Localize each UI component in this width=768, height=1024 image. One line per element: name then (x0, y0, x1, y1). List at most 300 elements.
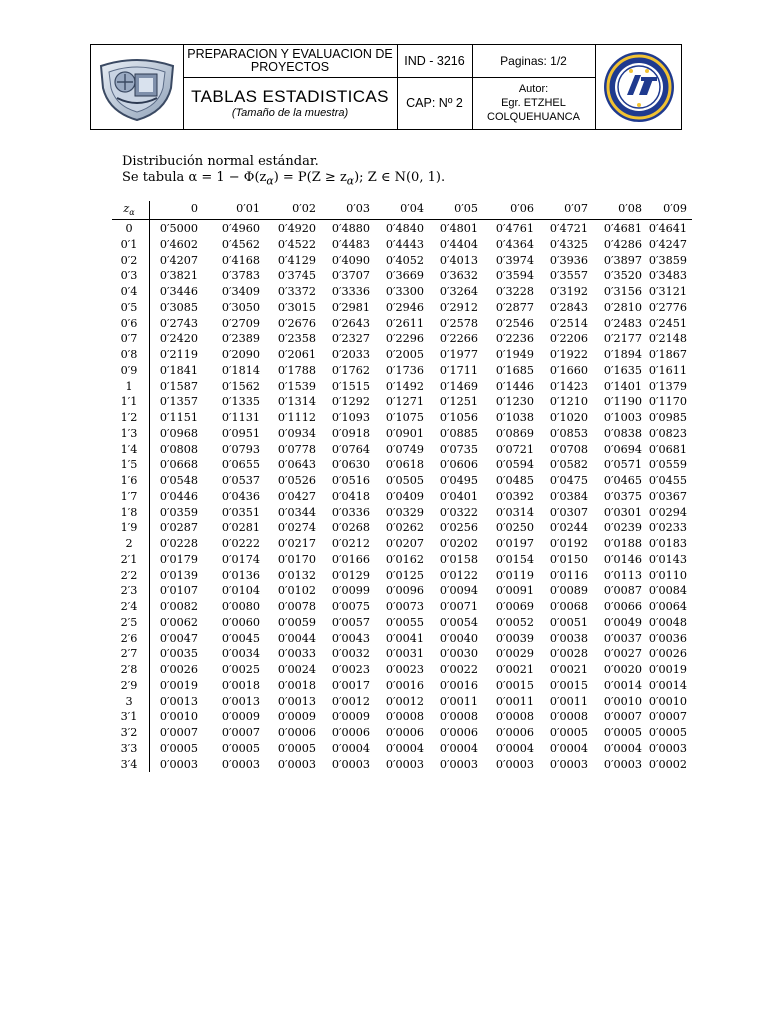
formula-part: ); Z ∈ N(0, 1). (354, 170, 446, 185)
table-cell: 0′0003 (277, 757, 316, 771)
table-cell: 0′0040 (439, 631, 478, 645)
table-cell: 0′0132 (277, 568, 316, 582)
document-title-note: (Tamaño de la muestra) (231, 106, 349, 119)
table-cell: 0′0071 (439, 600, 478, 613)
author-name: Egr. ETZHEL COLQUEHUANCA (487, 97, 580, 123)
table-description (122, 154, 445, 190)
table-cell: 0′0018 (277, 678, 316, 692)
table-cell: 0′3594 (495, 269, 534, 283)
table-cell: 0′1446 (495, 379, 534, 393)
table-cell: 0′0643 (277, 458, 316, 472)
table-cell: 0′0009 (277, 710, 316, 724)
table-cell: 0′0003 (331, 757, 370, 771)
table-cell: 0′0003 (439, 757, 478, 771)
table-cell: 0′1635 (603, 363, 642, 377)
table-cell: 0′0102 (277, 584, 316, 598)
table-cell: 0′1335 (221, 395, 260, 409)
z-value: 0′2 (120, 253, 138, 267)
table-cell: 0′0099 (331, 584, 370, 598)
table-cell: 0′0129 (331, 568, 370, 582)
table-cell: 0′4168 (221, 253, 260, 267)
table-cell: 0′1492 (385, 379, 424, 393)
column-header: 0′04 (400, 202, 424, 215)
table-cell: 0′0064 (648, 600, 687, 613)
table-cell: 0′0015 (549, 678, 588, 692)
table-cell: 0′0505 (385, 474, 424, 487)
table-cell: 0′0526 (277, 474, 316, 487)
table-cell: 0′3632 (439, 269, 478, 283)
table-cell: 0′0094 (439, 584, 478, 598)
table-cell: 0′0003 (549, 757, 588, 771)
z-value: 3′2 (120, 726, 138, 739)
table-cell: 0′0008 (439, 710, 478, 724)
table-cell: 0′1131 (221, 411, 260, 424)
description-line-2 (122, 170, 445, 190)
table-cell: 0′3821 (159, 269, 198, 283)
table-cell: 0′0618 (385, 458, 424, 472)
table-cell: 0′1314 (277, 395, 316, 409)
table-cell: 0′0059 (277, 615, 316, 629)
table-cell: 0′0179 (159, 552, 198, 566)
table-cell: 0′0048 (648, 615, 687, 629)
table-cell: 0′4522 (277, 237, 316, 251)
table-cell: 0′1357 (159, 395, 198, 409)
table-cell: 0′0004 (603, 741, 642, 755)
z-value: 0′7 (120, 332, 138, 346)
table-cell: 0′3409 (221, 285, 260, 298)
table-cell: 0′1611 (648, 363, 687, 377)
column-header: 0′05 (454, 202, 478, 215)
table-cell: 0′4443 (385, 237, 424, 251)
table-cell: 0′2327 (331, 332, 370, 346)
table-cell: 0′0004 (439, 741, 478, 755)
formula-subscript: α (266, 174, 274, 188)
table-cell: 0′3336 (331, 285, 370, 298)
table-cell: 0′3085 (159, 300, 198, 314)
table-cell: 0′0007 (603, 710, 642, 724)
z-value: 1′5 (120, 458, 138, 472)
table-cell: 0′0051 (549, 615, 588, 629)
table-cell: 0′0110 (648, 568, 687, 582)
table-cell: 0′0015 (495, 678, 534, 692)
table-cell: 0′0116 (549, 568, 588, 582)
table-cell: 0′0013 (221, 694, 260, 708)
faculty-logo (91, 45, 183, 129)
table-cell: 0′0011 (495, 694, 534, 708)
table-cell: 0′0985 (648, 411, 687, 424)
table-cell: 0′0250 (495, 521, 534, 535)
description-line-1: Distribución normal estándar. (122, 154, 319, 169)
table-cell: 0′0023 (385, 663, 424, 676)
table-cell: 0′0010 (159, 710, 198, 724)
table-cell: 0′0057 (331, 615, 370, 629)
table-cell: 0′3372 (277, 285, 316, 298)
table-cell: 0′3264 (439, 285, 478, 298)
table-cell: 0′1867 (648, 348, 687, 361)
table-cell: 0′0075 (331, 600, 370, 613)
table-cell: 0′0154 (495, 552, 534, 566)
table-cell: 0′0009 (221, 710, 260, 724)
table-cell: 0′0146 (603, 552, 642, 566)
table-cell: 0′0025 (221, 663, 260, 676)
z-value: 1′9 (120, 521, 138, 535)
table-cell: 0′2877 (495, 300, 534, 314)
table-cell: 0′1170 (648, 395, 687, 409)
table-cell: 0′1762 (331, 363, 370, 377)
table-cell: 0′1003 (603, 411, 642, 424)
z-value: 0′6 (120, 316, 138, 330)
table-cell: 0′0212 (331, 537, 370, 550)
table-cell: 0′0359 (159, 505, 198, 519)
table-cell: 0′0039 (495, 631, 534, 645)
table-cell: 0′2090 (221, 348, 260, 361)
table-cell: 0′0367 (648, 489, 687, 503)
table-cell: 0′0091 (495, 584, 534, 598)
column-header: 0 (190, 202, 198, 215)
table-cell: 0′0446 (159, 489, 198, 503)
table-cell: 0′5000 (159, 222, 198, 235)
table-cell: 0′0207 (385, 537, 424, 550)
table-cell: 0′2420 (159, 332, 198, 346)
table-cell: 0′0104 (221, 584, 260, 598)
table-cell: 0′2206 (549, 332, 588, 346)
z-value: 2′9 (120, 678, 138, 692)
table-cell: 0′0096 (385, 584, 424, 598)
table-cell: 0′4364 (495, 237, 534, 251)
table-cell: 0′2005 (385, 348, 424, 361)
column-header: 0′02 (292, 202, 316, 215)
table-cell: 0′0708 (549, 442, 588, 456)
table-cell: 0′2743 (159, 316, 198, 330)
table-cell: 0′1515 (331, 379, 370, 393)
table-cell: 0′2119 (159, 348, 198, 361)
table-cell: 0′0004 (549, 741, 588, 755)
table-cell: 0′3446 (159, 285, 198, 298)
table-cell: 0′1230 (495, 395, 534, 409)
table-cell: 0′2810 (603, 300, 642, 314)
table-cell: 0′0084 (648, 584, 687, 598)
table-cell: 0′0384 (549, 489, 588, 503)
table-cell: 0′0351 (221, 505, 260, 519)
table-cell: 0′3300 (385, 285, 424, 298)
table-cell: 0′4880 (331, 222, 370, 235)
table-cell: 0′0035 (159, 647, 198, 661)
table-cell: 0′3936 (549, 253, 588, 267)
table-cell: 0′1271 (385, 395, 424, 409)
table-cell: 0′0010 (648, 694, 687, 708)
table-cell: 0′0268 (331, 521, 370, 535)
table-cell: 0′0401 (439, 489, 478, 503)
table-cell: 0′2148 (648, 332, 687, 346)
table-cell: 0′0516 (331, 474, 370, 487)
z-value: 1′1 (120, 395, 138, 409)
table-cell: 0′0013 (277, 694, 316, 708)
table-cell: 0′0262 (385, 521, 424, 535)
table-cell: 0′0571 (603, 458, 642, 472)
table-cell: 0′2578 (439, 316, 478, 330)
z-value: 2′3 (120, 584, 138, 598)
table-cell: 0′0003 (495, 757, 534, 771)
table-cell: 0′0222 (221, 537, 260, 550)
z-value: 0 (125, 222, 133, 235)
table-cell: 0′0228 (159, 537, 198, 550)
table-cell: 0′0778 (277, 442, 316, 456)
table-cell: 0′0244 (549, 521, 588, 535)
z-value: 0′3 (120, 269, 138, 283)
table-cell: 0′0005 (221, 741, 260, 755)
table-cell: 0′3015 (277, 300, 316, 314)
table-cell: 0′0055 (385, 615, 424, 629)
table-cell: 0′0606 (439, 458, 478, 472)
table-cell: 0′2451 (648, 316, 687, 330)
table-cell: 0′0119 (495, 568, 534, 582)
z-value: 0′1 (120, 237, 138, 251)
table-cell: 0′0016 (385, 678, 424, 692)
z-value: 3 (125, 694, 133, 708)
z-value: 1′4 (120, 442, 138, 456)
table-cell: 0′0143 (648, 552, 687, 566)
table-cell: 0′4920 (277, 222, 316, 235)
table-cell: 0′4483 (331, 237, 370, 251)
table-cell: 0′0060 (221, 615, 260, 629)
table-cell: 0′0019 (159, 678, 198, 692)
chapter-number: CAP: Nº 2 (406, 96, 463, 110)
formula-part: Se tabula α = 1 − Φ(z (122, 170, 267, 185)
table-cell: 0′0041 (385, 631, 424, 645)
table-cell: 0′0901 (385, 426, 424, 440)
table-cell: 0′0166 (331, 552, 370, 566)
table-cell: 0′0009 (331, 710, 370, 724)
table-cell: 0′0032 (331, 647, 370, 661)
table-cell: 0′0808 (159, 442, 198, 456)
table-cell: 0′0188 (603, 537, 642, 550)
table-cell: 0′0066 (603, 600, 642, 613)
table-cell: 0′1401 (603, 379, 642, 393)
table-cell: 0′0735 (439, 442, 478, 456)
table-cell: 0′0024 (277, 663, 316, 676)
table-cell: 0′4286 (603, 237, 642, 251)
table-cell: 0′0853 (549, 426, 588, 440)
table-cell: 0′0062 (159, 615, 198, 629)
table-cell: 0′0054 (439, 615, 478, 629)
table-cell: 0′0007 (648, 710, 687, 724)
table-cell: 0′4052 (385, 253, 424, 267)
table-cell: 0′3783 (221, 269, 260, 283)
table-cell: 0′1020 (549, 411, 588, 424)
table-cell: 0′0002 (648, 757, 687, 771)
table-cell: 0′0005 (277, 741, 316, 755)
table-cell: 0′1660 (549, 363, 588, 377)
column-header: 0′06 (510, 202, 534, 215)
table-cell: 0′0465 (603, 474, 642, 487)
table-cell: 0′0217 (277, 537, 316, 550)
table-cell: 0′0594 (495, 458, 534, 472)
column-header: 0′03 (346, 202, 370, 215)
table-cell: 0′0934 (277, 426, 316, 440)
table-cell: 0′3483 (648, 269, 687, 283)
table-cell: 0′1711 (439, 363, 478, 377)
table-cell: 0′0197 (495, 537, 534, 550)
table-cell: 0′0005 (159, 741, 198, 755)
table-cell: 0′0068 (549, 600, 588, 613)
table-cell: 0′1251 (439, 395, 478, 409)
table-cell: 0′0003 (221, 757, 260, 771)
table-cell: 0′0006 (439, 726, 478, 739)
table-cell: 0′1379 (648, 379, 687, 393)
table-cell: 0′0256 (439, 521, 478, 535)
table-cell: 0′3897 (603, 253, 642, 267)
table-cell: 0′4325 (549, 237, 588, 251)
column-header: 0′09 (663, 202, 687, 215)
z-value: 2 (125, 537, 133, 550)
table-cell: 0′0749 (385, 442, 424, 456)
table-cell: 0′3974 (495, 253, 534, 267)
table-cell: 0′2546 (495, 316, 534, 330)
table-cell: 0′0307 (549, 505, 588, 519)
university-seal-icon (601, 49, 677, 125)
z-value: 2′2 (120, 568, 138, 582)
table-cell: 0′0007 (159, 726, 198, 739)
table-cell: 0′0322 (439, 505, 478, 519)
table-cell: 0′0087 (603, 584, 642, 598)
table-cell: 0′2776 (648, 300, 687, 314)
table-cell: 0′0375 (603, 489, 642, 503)
table-cell: 0′0694 (603, 442, 642, 456)
z-value: 3′4 (120, 757, 138, 771)
table-cell: 0′3520 (603, 269, 642, 283)
table-cell: 0′4207 (159, 253, 198, 267)
university-logo (595, 45, 683, 129)
table-cell: 0′0344 (277, 505, 316, 519)
table-cell: 0′0008 (549, 710, 588, 724)
table-cell: 0′0082 (159, 600, 198, 613)
table-cell: 0′1210 (549, 395, 588, 409)
table-cell: 0′2643 (331, 316, 370, 330)
table-cell: 0′0004 (331, 741, 370, 755)
table-cell: 0′0823 (648, 426, 687, 440)
z-value: 1′3 (120, 426, 138, 440)
table-cell: 0′1112 (277, 411, 316, 424)
table-cell: 0′0107 (159, 584, 198, 598)
table-cell: 0′0764 (331, 442, 370, 456)
table-cell: 0′0021 (549, 663, 588, 676)
table-cell: 0′0006 (277, 726, 316, 739)
table-cell: 0′0174 (221, 552, 260, 566)
z-value: 1′8 (120, 505, 138, 519)
table-cell: 0′0668 (159, 458, 198, 472)
table-cell: 0′0014 (603, 678, 642, 692)
z-value: 0′5 (120, 300, 138, 314)
table-cell: 0′3707 (331, 269, 370, 283)
table-cell: 0′0202 (439, 537, 478, 550)
table-cell: 0′0329 (385, 505, 424, 519)
table-cell: 0′4721 (549, 222, 588, 235)
table-cell: 0′1423 (549, 379, 588, 393)
table-cell: 0′0003 (648, 741, 687, 755)
corner-z: z (123, 202, 130, 215)
z-value: 1′7 (120, 489, 138, 503)
table-cell: 0′0049 (603, 615, 642, 629)
table-cell: 0′1056 (439, 411, 478, 424)
table-cell: 0′1151 (159, 411, 198, 424)
table-cell: 0′2358 (277, 332, 316, 346)
table-cell: 0′0043 (331, 631, 370, 645)
table-cell: 0′0069 (495, 600, 534, 613)
document-subtitle-cell (183, 77, 397, 129)
table-cell: 0′0793 (221, 442, 260, 456)
table-cell: 0′0655 (221, 458, 260, 472)
table-cell: 0′0045 (221, 631, 260, 645)
z-value: 2′4 (120, 600, 138, 613)
table-cell: 0′4641 (648, 222, 687, 235)
table-cell: 0′0008 (495, 710, 534, 724)
table-cell: 0′0006 (331, 726, 370, 739)
z-value: 0′8 (120, 348, 138, 361)
table-cell: 0′4602 (159, 237, 198, 251)
table-cell: 0′2483 (603, 316, 642, 330)
table-cell: 0′0005 (549, 726, 588, 739)
table-cell: 0′4801 (439, 222, 478, 235)
table-cell: 0′1949 (495, 348, 534, 361)
table-cell: 0′0559 (648, 458, 687, 472)
table-cell: 0′0436 (221, 489, 260, 503)
table-cell: 0′4761 (495, 222, 534, 235)
author-cell (472, 77, 595, 129)
table-cell: 0′0113 (603, 568, 642, 582)
table-cell: 0′0026 (159, 663, 198, 676)
table-cell: 0′0033 (277, 647, 316, 661)
table-cell: 0′0287 (159, 521, 198, 535)
table-cell: 0′0026 (648, 647, 687, 661)
table-cell: 0′0007 (221, 726, 260, 739)
table-cell: 0′4013 (439, 253, 478, 267)
table-cell: 0′0078 (277, 600, 316, 613)
table-cell: 0′0006 (385, 726, 424, 739)
table-cell: 0′0005 (603, 726, 642, 739)
table-cell: 0′1038 (495, 411, 534, 424)
table-cell: 0′2033 (331, 348, 370, 361)
table-cell: 0′0089 (549, 584, 588, 598)
table-cell: 0′2296 (385, 332, 424, 346)
table-cell: 0′0139 (159, 568, 198, 582)
table-cell: 0′4840 (385, 222, 424, 235)
table-cell: 0′0239 (603, 521, 642, 535)
table-cell: 0′0013 (159, 694, 198, 708)
course-code: IND - 3216 (404, 54, 465, 68)
table-cell: 0′0012 (331, 694, 370, 708)
table-cell: 0′0006 (495, 726, 534, 739)
z-value: 1′2 (120, 411, 138, 424)
table-cell: 0′0951 (221, 426, 260, 440)
table-cell: 0′3557 (549, 269, 588, 283)
table-cell: 0′0869 (495, 426, 534, 440)
table-cell: 0′2266 (439, 332, 478, 346)
table-cell: 0′4247 (648, 237, 687, 251)
table-cell: 0′0020 (603, 663, 642, 676)
table-cell: 0′0004 (385, 741, 424, 755)
formula-part: ) = P(Z ≥ z (273, 170, 347, 185)
table-cell: 0′0158 (439, 552, 478, 566)
table-cell: 0′0023 (331, 663, 370, 676)
table-cell: 0′2709 (221, 316, 260, 330)
z-value: 2′6 (120, 631, 138, 645)
table-cell: 0′0537 (221, 474, 260, 487)
formula-subscript: α (346, 174, 355, 188)
table-cell: 0′0010 (603, 694, 642, 708)
document-title: TABLAS ESTADISTICAS (191, 86, 389, 106)
table-cell: 0′0021 (495, 663, 534, 676)
table-cell: 0′3859 (648, 253, 687, 267)
